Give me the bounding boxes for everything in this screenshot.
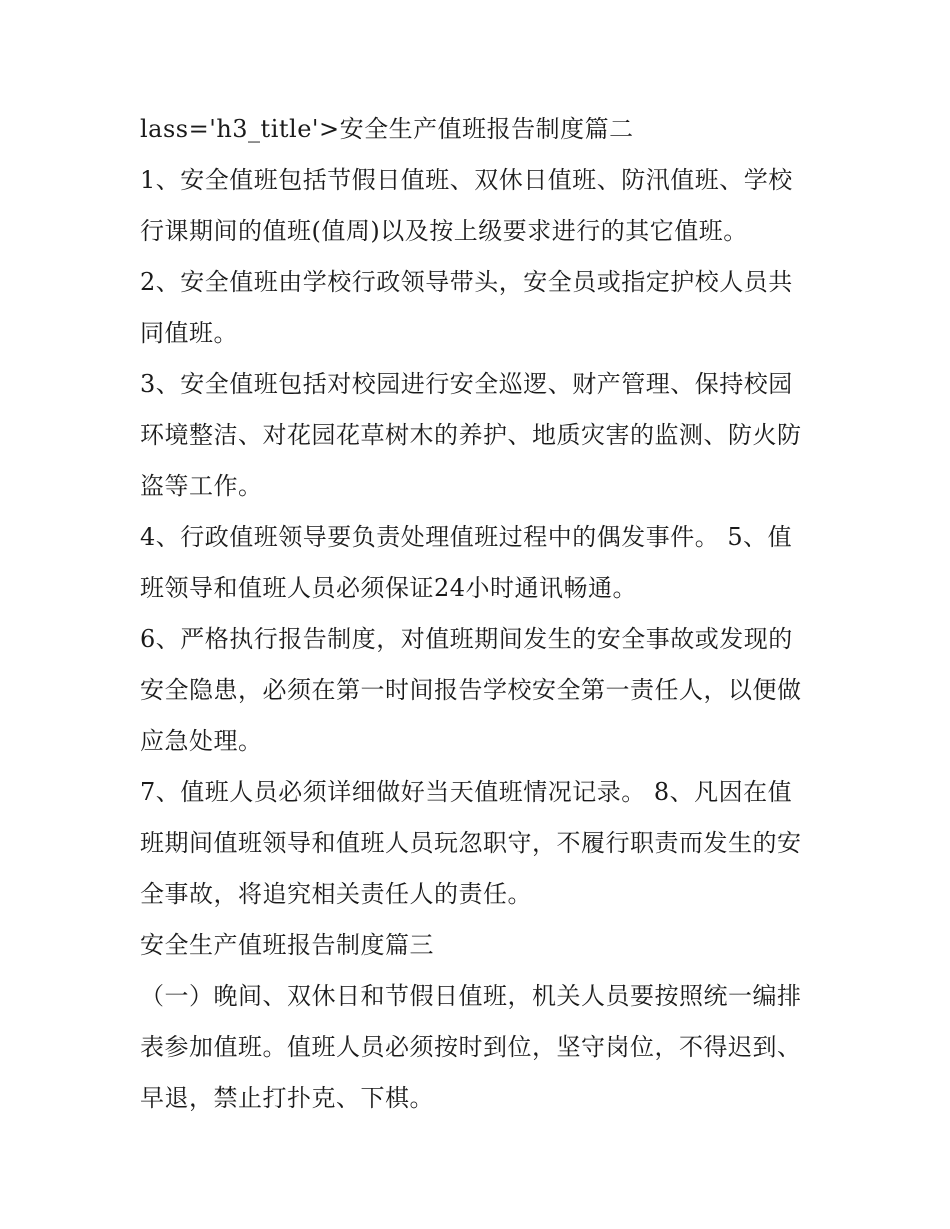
text-line: 环境整洁、对花园花草树木的养护、地质灾害的监测、防火防 <box>140 421 802 449</box>
text-line: 班领导和值班人员必须保证24小时通讯畅通。 <box>140 574 638 602</box>
text-line: 7、值班人员必须详细做好当天值班情况记录。 8、凡因在值 <box>140 778 793 806</box>
text-line: 4、行政值班领导要负责处理值班过程中的偶发事件。 5、值 <box>140 523 793 551</box>
text-line: 全事故，将追究相关责任人的责任。 <box>140 880 532 908</box>
text-line: lass='h3_title'>安全生产值班报告制度篇二 <box>140 115 634 143</box>
text-line: 盗等工作。 <box>140 472 263 500</box>
text-line: 同值班。 <box>140 319 238 347</box>
text-line: 表参加值班。值班人员必须按时到位，坚守岗位，不得迟到、 <box>140 1033 802 1061</box>
text-line: 应急处理。 <box>140 727 263 755</box>
text-line: 行课期间的值班(值周)以及按上级要求进行的其它值班。 <box>140 217 748 245</box>
text-line: 早退，禁止打扑克、下棋。 <box>140 1084 434 1112</box>
document-body <box>140 104 830 1124</box>
text-line: 1、安全值班包括节假日值班、双休日值班、防汛值班、学校 <box>140 166 793 194</box>
text-line: 安全生产值班报告制度篇三 <box>140 931 434 959</box>
text-line: 3、安全值班包括对校园进行安全巡逻、财产管理、保持校园 <box>140 370 793 398</box>
text-line: 班期间值班领导和值班人员玩忽职守，不履行职责而发生的安 <box>140 829 802 857</box>
text-line: （一）晚间、双休日和节假日值班，机关人员要按照统一编排 <box>140 982 802 1010</box>
text-line: 安全隐患，必须在第一时间报告学校安全第一责任人，以便做 <box>140 676 802 704</box>
text-line: 6、严格执行报告制度，对值班期间发生的安全事故或发现的 <box>140 625 793 653</box>
text-line: 2、安全值班由学校行政领导带头，安全员或指定护校人员共 <box>140 268 793 296</box>
